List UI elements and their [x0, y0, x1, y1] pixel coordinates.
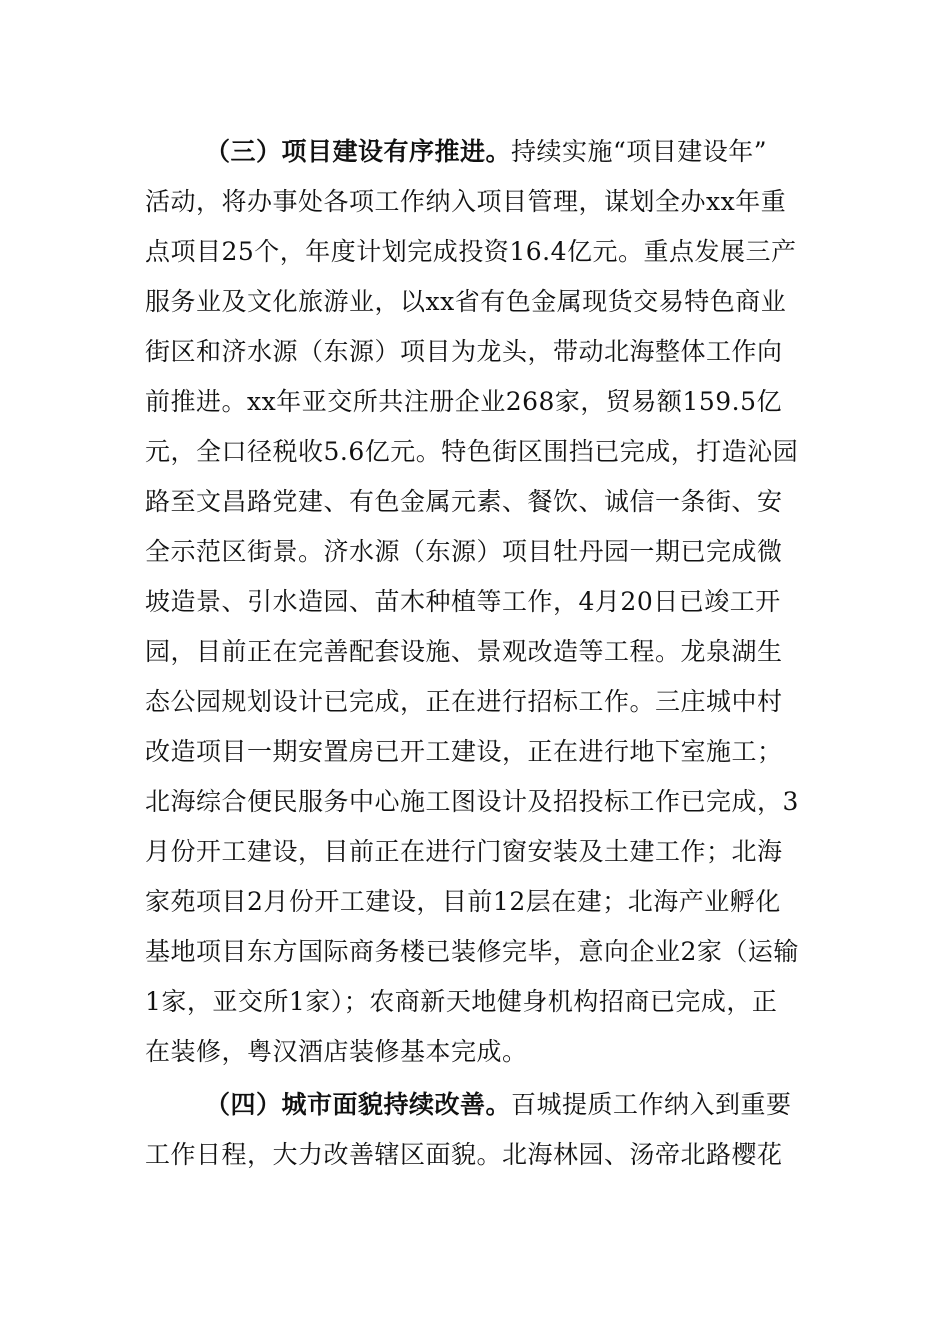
paragraph-line: 坡造景、引水造园、苗木种植等工作，4月20日已竣工开: [145, 587, 781, 616]
paragraph-line: 改造项目一期安置房已开工建设，正在进行地下室施工；: [145, 737, 783, 766]
paragraph-line: 活动，将办事处各项工作纳入项目管理，谋划全办xx年重: [145, 187, 787, 216]
section-heading: （四）城市面貌持续改善。: [205, 1090, 512, 1119]
paragraph-line: 态公园规划设计已完成，正在进行招标工作。三庄城中村: [145, 687, 783, 716]
paragraph-line: 园，目前正在完善配套设施、景观改造等工程。龙泉湖生: [145, 637, 783, 666]
paragraph-line: 全示范区街景。济水源（东源）项目牡丹园一期已完成微: [145, 537, 783, 566]
section-heading: （三）项目建设有序推进。: [205, 137, 512, 166]
paragraph-line: 街区和济水源（东源）项目为龙头，带动北海整体工作向: [145, 337, 783, 366]
paragraph-line: 工作日程，大力改善辖区面貌。北海林园、汤帝北路樱花: [145, 1140, 783, 1169]
paragraph-line: [205, 136, 875, 168]
paragraph-line: 家苑项目2月份开工建设，目前12层在建；北海产业孵化: [145, 887, 781, 916]
paragraph-text: 百城提质工作纳入到重要: [511, 1090, 792, 1119]
paragraph-line: 北海综合便民服务中心施工图设计及招投标工作已完成，3: [145, 787, 799, 816]
paragraph-line: 前推进。xx年亚交所共注册企业268家，贸易额159.5亿: [145, 387, 782, 416]
paragraph-text: 持续实施“项目建设年”: [511, 137, 768, 166]
paragraph-line: 基地项目东方国际商务楼已装修完毕，意向企业2家（运输: [145, 937, 799, 966]
paragraph-line: 在装修，粤汉酒店装修基本完成。: [145, 1037, 528, 1066]
paragraph-line: 服务业及文化旅游业，以xx省有色金属现货交易特色商业: [145, 287, 787, 316]
paragraph-line: 1家，亚交所1家）；农商新天地健身机构招商已完成，正: [145, 987, 778, 1016]
paragraph-line: 元，全口径税收5.6亿元。特色街区围挡已完成，打造沁园: [145, 437, 799, 466]
paragraph-line: 路至文昌路党建、有色金属元素、餐饮、诚信一条街、安: [145, 487, 783, 516]
paragraph-line: 点项目25个，年度计划完成投资16.4亿元。重点发展三产: [145, 237, 797, 266]
paragraph-line: 月份开工建设，目前正在进行门窗安装及土建工作；北海: [145, 837, 783, 866]
paragraph-line: [205, 1089, 875, 1121]
